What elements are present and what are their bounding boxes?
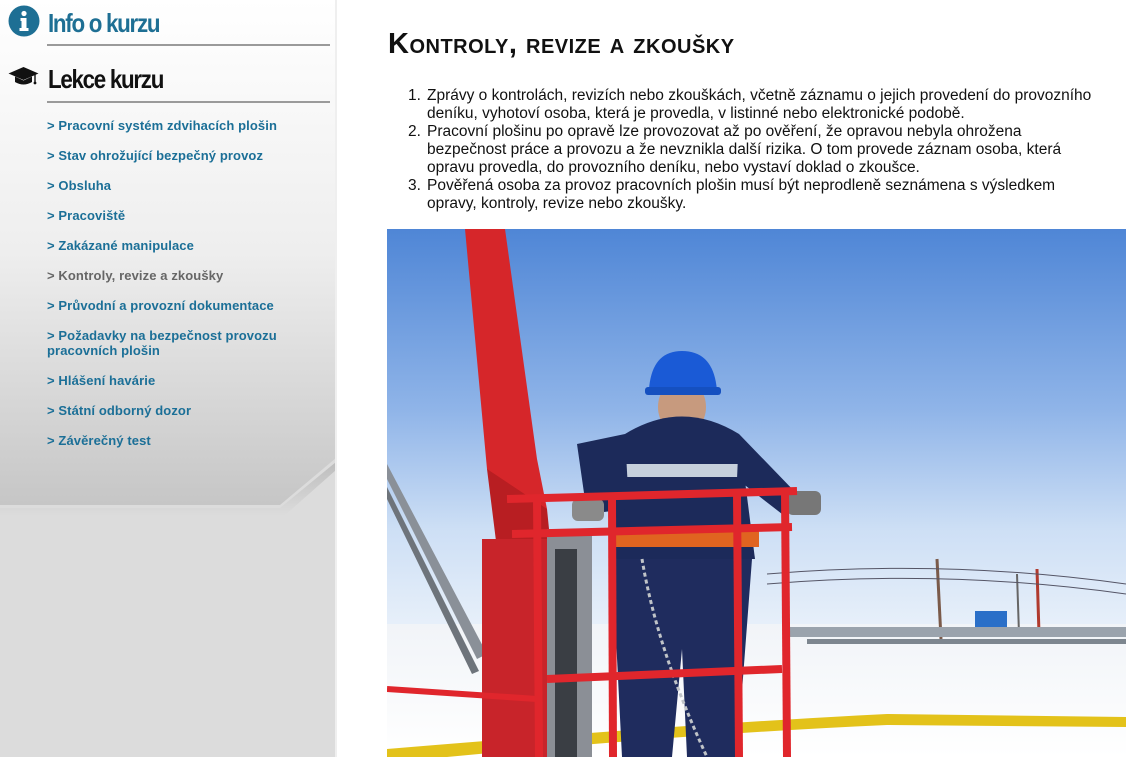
rules-list bbox=[408, 87, 1097, 213]
nav-item-zakazane-manipulace[interactable]: > Zakázané manipulace bbox=[47, 238, 194, 253]
list-item bbox=[408, 87, 1097, 123]
list-number: 1. bbox=[408, 87, 421, 104]
lessons-divider bbox=[47, 101, 330, 103]
nav-item-kontroly-current[interactable]: > Kontroly, revize a zkoušky bbox=[47, 268, 224, 283]
nav-item-statni-dozor[interactable]: > Státní odborný dozor bbox=[47, 403, 192, 418]
nav-item-pracoviste[interactable]: > Pracoviště bbox=[47, 208, 126, 223]
lesson-nav bbox=[47, 118, 332, 463]
info-icon bbox=[8, 5, 40, 42]
list-text: Pověřená osoba za provoz pracovních plošin musí být neprodleně seznámena s výsledkem opravy, kontroly, revize nebo zkoušky. bbox=[427, 177, 1056, 212]
graduation-cap-icon bbox=[8, 66, 39, 93]
list-item bbox=[408, 123, 1097, 177]
list-item bbox=[408, 177, 1097, 213]
page-title: Kontroly, revize a zkoušky bbox=[388, 28, 735, 60]
nav-item-hlaseni-havarie[interactable]: > Hlášení havárie bbox=[47, 373, 156, 388]
list-number: 2. bbox=[408, 123, 421, 140]
list-number: 3. bbox=[408, 177, 421, 194]
list-text: Pracovní plošinu po opravě lze provozovat až po ověření, že opravou nebyla ohrožena bezpečnost práce a provozu a že nevznikla další rizika. O tom provede záznam osoba, která opravu provedla, do provozního deníku, nebo vystaví doklad o zkoušce. bbox=[427, 123, 1062, 176]
info-header[interactable] bbox=[8, 5, 177, 42]
info-title: Info o kurzu bbox=[48, 8, 160, 38]
sidebar bbox=[0, 0, 337, 757]
nav-item-obsluha[interactable]: > Obsluha bbox=[47, 178, 112, 193]
info-divider bbox=[47, 44, 330, 46]
list-text: Zprávy o kontrolách, revizích nebo zkouškách, včetně záznamu o jejich provedení do provozního deníku, vyhotoví osoba, která je provedla, v listinné nebo elektronické podobě. bbox=[427, 87, 1092, 122]
sidebar-divider bbox=[335, 0, 337, 757]
nav-item-pozadavky[interactable]: > Požadavky na bezpečnost provozu pracovních plošin bbox=[47, 328, 277, 358]
nav-item-stav-ohrozujici[interactable]: > Stav ohrožující bezpečný provoz bbox=[47, 148, 264, 163]
nav-item-pracovni-system[interactable]: > Pracovní systém zdvihacích plošin bbox=[47, 118, 278, 133]
lessons-title: Lekce kurzu bbox=[48, 64, 164, 94]
nav-item-zaverecny-test[interactable]: > Závěrečný test bbox=[47, 433, 151, 448]
worker-on-platform-photo bbox=[387, 229, 1126, 757]
lessons-header[interactable] bbox=[8, 64, 182, 95]
nav-item-pruvodni-dokumentace[interactable]: > Průvodní a provozní dokumentace bbox=[47, 298, 274, 313]
